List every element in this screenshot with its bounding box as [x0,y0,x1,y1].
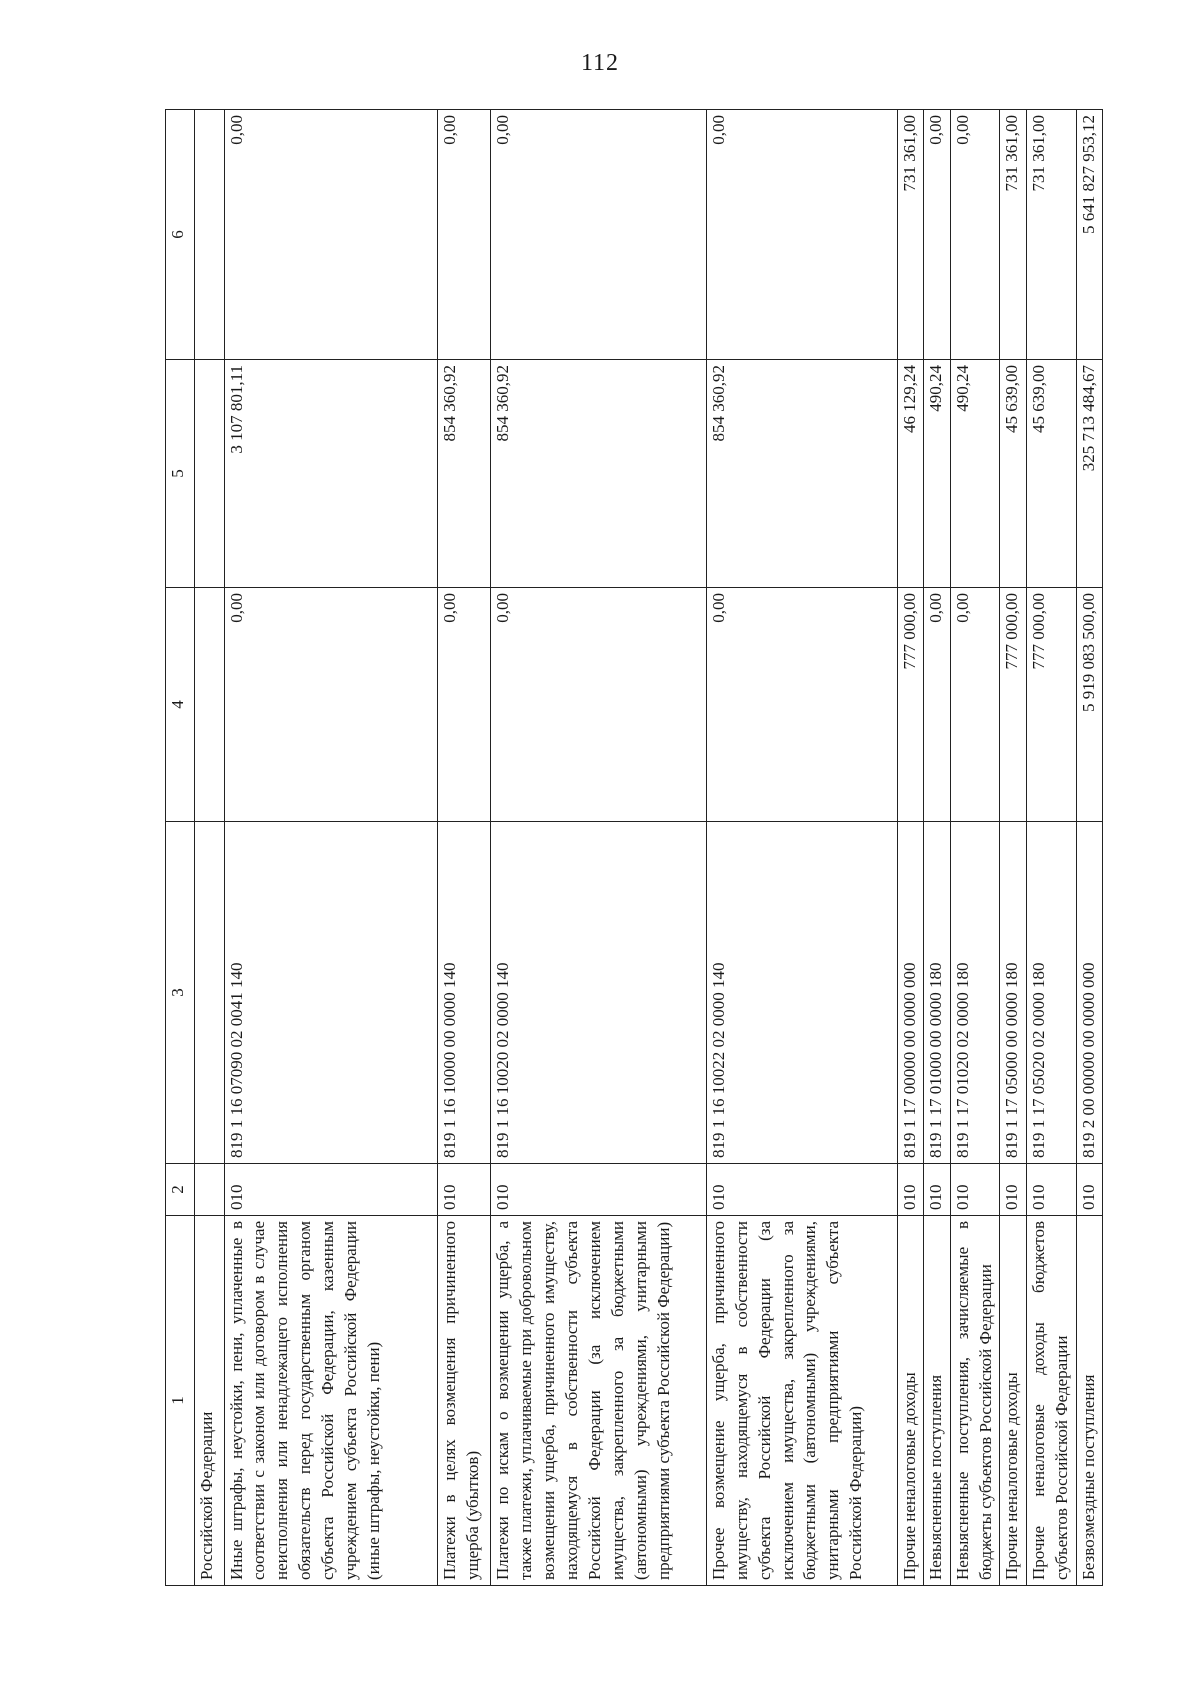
header-col-6: 6 [166,110,195,360]
row-executed: 490,24 [950,360,1000,588]
row-executed: 854 360,92 [438,360,491,588]
table-row [1026,110,1076,1586]
row-executed: 854 360,92 [491,360,707,588]
table-row [1000,110,1026,1586]
revenue-table [165,109,1103,1586]
row-unexecuted: 0,00 [438,110,491,360]
row-kbk: 819 1 17 05020 02 0000 180 [1026,822,1076,1164]
row-approved: 0,00 [491,588,707,822]
row-executed: 45 639,00 [1000,360,1026,588]
row-kbk: 819 1 16 10000 00 0000 140 [438,822,491,1164]
header-col-3: 3 [166,822,195,1164]
row-executed: 490,24 [924,360,950,588]
row-name: Прочие неналоговые доходы [1000,1216,1026,1586]
row-kbk: 819 1 16 10022 02 0000 140 [706,822,897,1164]
row-unexecuted: 731 361,00 [1000,110,1026,360]
row-unexecuted: 0,00 [491,110,707,360]
table-header [166,110,195,1586]
row-unexecuted: 731 361,00 [1026,110,1076,360]
row-name: Невыясненные поступления [924,1216,950,1586]
row-code: 010 [950,1164,1000,1216]
row-unexecuted: 0,00 [924,110,950,360]
row-executed: 854 360,92 [706,360,897,588]
row-unexecuted: 0,00 [224,110,438,360]
header-col-5: 5 [166,360,195,588]
row-kbk: 819 1 17 05000 00 0000 180 [1000,822,1026,1164]
row-name: Прочее возмещение ущерба, причиненного имуществу, находящемуся в собственности субъекта Российской Федерации (за исключением имущества, закрепленного за бюджетными (автономными) учреждениями, унитарными предприятиями субъекта Российской Федерации) [706,1216,897,1586]
row-code: 010 [224,1164,438,1216]
table-row [1076,110,1102,1586]
row-unexecuted: 5 641 827 953,12 [1076,110,1102,360]
row-approved: 777 000,00 [897,588,923,822]
row-code: 010 [706,1164,897,1216]
table-row [438,110,491,1586]
row-kbk: 819 1 17 01020 02 0000 180 [950,822,1000,1164]
row-kbk: 819 1 16 07090 02 0041 140 [224,822,438,1164]
table-row [924,110,950,1586]
header-row [166,110,195,1586]
header-col-2: 2 [166,1164,195,1216]
row-code: 010 [1076,1164,1102,1216]
row-name: Платежи по искам о возмещении ущерба, а также платежи, уплачиваемые при добровольном возмещении ущерба, причиненного имуществу, находящемуся в собственности субъекта Российской Федерации (за исключением имущества, закрепленного за бюджетными (автономными) учреждениями, унитарными предприятиями субъекта Российской Федерации) [491,1216,707,1586]
rotated-table-wrapper [165,110,1103,1586]
row-kbk: 819 1 17 00000 00 0000 000 [897,822,923,1164]
row-approved: 0,00 [924,588,950,822]
table-row [897,110,923,1586]
row-name: Платежи в целях возмещения причиненного ущерба (убытков) [438,1216,491,1586]
row-name: Прочие неналоговые доходы бюджетов субъектов Российской Федерации [1026,1216,1076,1586]
row-name: Иные штрафы, неустойки, пени, уплаченные в соответствии с законом или договором в случае неисполнения или ненадлежащего исполнения обязательств перед государственным органом субъекта Российской Федерации, казенным учреждением субъекта Российской Федерации (иные штрафы, неустойки, пени) [224,1216,438,1586]
header-col-4: 4 [166,588,195,822]
row-code: 010 [438,1164,491,1216]
table-row [706,110,897,1586]
table-body [195,110,1103,1586]
row-executed: 46 129,24 [897,360,923,588]
row-code: 010 [924,1164,950,1216]
row-code: 010 [1026,1164,1076,1216]
row-approved: 0,00 [950,588,1000,822]
row-unexecuted: 731 361,00 [897,110,923,360]
continuation-text: Российской Федерации [195,1216,225,1586]
row-name: Невыясненные поступления, зачисляемые в бюджеты субъектов Российской Федерации [950,1216,1000,1586]
continuation-row [195,110,225,1586]
row-executed: 325 713 484,67 [1076,360,1102,588]
row-approved: 0,00 [706,588,897,822]
row-approved: 777 000,00 [1026,588,1076,822]
row-name: Безвозмездные поступления [1076,1216,1102,1586]
table-row [950,110,1000,1586]
row-approved: 5 919 083 500,00 [1076,588,1102,822]
table-row [224,110,438,1586]
header-col-1: 1 [166,1216,195,1586]
row-kbk: 819 2 00 00000 00 0000 000 [1076,822,1102,1164]
row-approved: 0,00 [224,588,438,822]
row-name: Прочие неналоговые доходы [897,1216,923,1586]
row-unexecuted: 0,00 [950,110,1000,360]
row-code: 010 [491,1164,707,1216]
row-unexecuted: 0,00 [706,110,897,360]
row-code: 010 [897,1164,923,1216]
table-row [491,110,707,1586]
row-executed: 3 107 801,11 [224,360,438,588]
page-number: 112 [580,50,620,76]
row-executed: 45 639,00 [1026,360,1076,588]
row-approved: 0,00 [438,588,491,822]
row-code: 010 [1000,1164,1026,1216]
row-kbk: 819 1 17 01000 00 0000 180 [924,822,950,1164]
row-kbk: 819 1 16 10020 02 0000 140 [491,822,707,1164]
row-approved: 777 000,00 [1000,588,1026,822]
